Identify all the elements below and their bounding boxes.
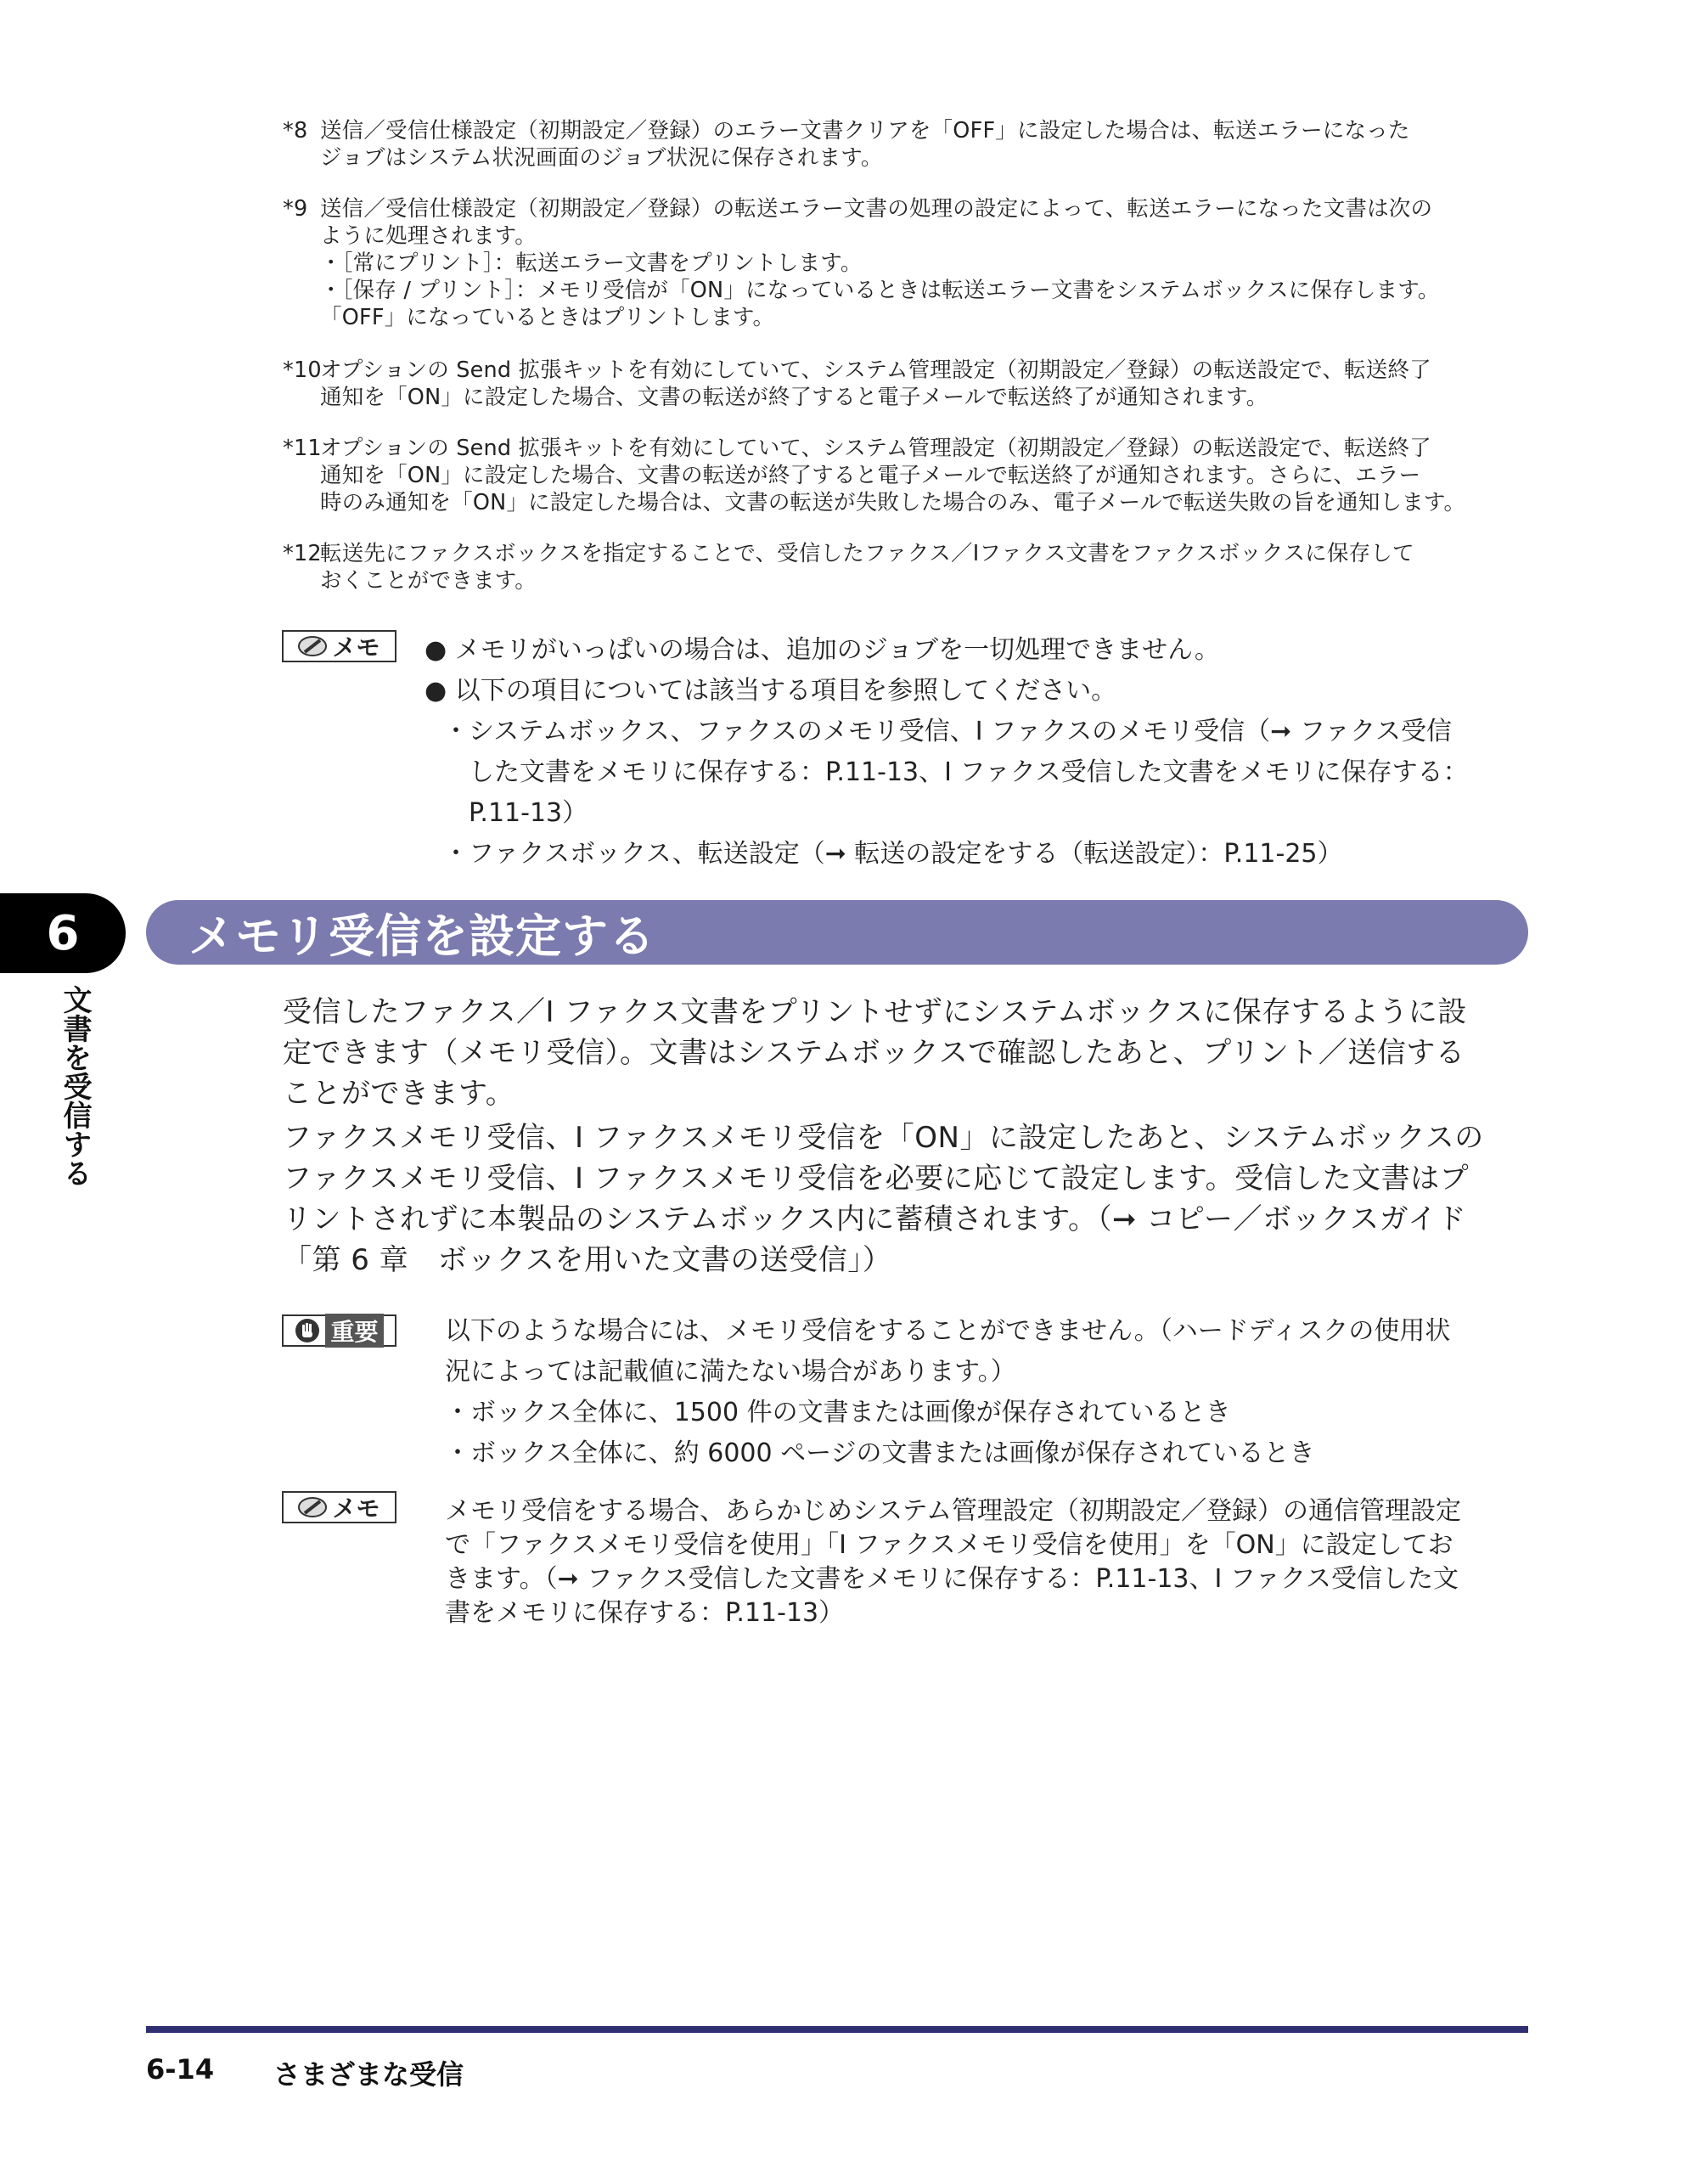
memo-line: ● メモリがいっぱいの場合は、追加のジョブを一切処理できません。 bbox=[424, 635, 1220, 665]
footnote-line: 時のみ通知を「ON」に設定した場合は、文書の転送が失敗した場合のみ、電子メールで転送失敗の旨を通知します。 bbox=[320, 490, 1466, 515]
chapter-tab bbox=[0, 893, 126, 973]
body-paragraph-1 bbox=[283, 992, 1524, 1114]
footnote-line: 通知を「ON」に設定した場合、文書の転送が終了すると電子メールで転送終了が通知されます。 bbox=[320, 385, 1268, 410]
memo-label: メモ bbox=[332, 1494, 380, 1523]
footnote-10 bbox=[283, 357, 1524, 411]
footnote-line: ジョブはシステム状況画面のジョブ状況に保存されます。 bbox=[320, 145, 883, 171]
footnote-line: 「OFF」になっているときはプリントします。 bbox=[320, 305, 775, 330]
body-paragraph-2 bbox=[283, 1117, 1524, 1281]
footnote-line: おくことができます。 bbox=[320, 568, 537, 594]
paragraph-line: 受信したファクス／I ファクス文書をプリントせずにシステムボックスに保存するように設 bbox=[283, 995, 1467, 1029]
memo-line: 書をメモリに保存する：P.11-13） bbox=[445, 1598, 845, 1628]
important-line: ・ボックス全体に、約 6000 ページの文書または画像が保存されているとき bbox=[445, 1438, 1315, 1468]
footnote-11 bbox=[283, 435, 1524, 516]
footnote-mark: *9 bbox=[283, 196, 308, 222]
footnote-mark: *11 bbox=[283, 436, 322, 461]
footnote-line: 送信／受信仕様設定（初期設定／登録）のエラー文書クリアを「OFF」に設定した場合は、転送エラーになった bbox=[320, 118, 1410, 144]
important-line: ・ボックス全体に、1500 件の文書または画像が保存されているとき bbox=[445, 1398, 1231, 1427]
memo-line: きます。（➞ ファクス受信した文書をメモリに保存する：P.11-13、I ファクス受信した文 bbox=[445, 1564, 1459, 1594]
paragraph-line: 「第 6 章 ボックスを用いた文書の送受信」） bbox=[283, 1243, 892, 1277]
memo-line: ● 以下の項目については該当する項目を参照してください。 bbox=[424, 676, 1117, 706]
important-text bbox=[445, 1311, 1527, 1474]
footnote-line: 送信／受信仕様設定（初期設定／登録）の転送エラー文書の処理の設定によって、転送エラーになった文書は次の bbox=[320, 196, 1433, 222]
pencil-icon bbox=[298, 1496, 327, 1518]
footnote-line: ・［保存 / プリント］：メモリ受信が「ON」になっているときは転送エラー文書をシステムボックスに保存します。 bbox=[320, 278, 1440, 303]
important-label: 重要 bbox=[325, 1314, 383, 1348]
footnote-line: ・［常にプリント］：転送エラー文書をプリントします。 bbox=[320, 250, 863, 276]
footnote-8 bbox=[283, 117, 1524, 172]
chapter-side-label: 文書を受信する bbox=[58, 985, 92, 1187]
memo-line: した文書をメモリに保存する：P.11-13、I ファクス受信した文書をメモリに保存する： bbox=[469, 757, 1469, 787]
footnote-line: オプションの Send 拡張キットを有効にしていて、システム管理設定（初期設定／登録）の転送設定で、転送終了 bbox=[320, 436, 1431, 461]
pencil-icon bbox=[298, 635, 327, 657]
memo-line: ・システムボックス、ファクスのメモリ受信、I ファクスのメモリ受信（➞ ファクス受信 bbox=[443, 717, 1452, 746]
footnote-mark: *8 bbox=[283, 118, 308, 144]
hand-stop-icon bbox=[295, 1318, 320, 1343]
memo-line: で「ファクスメモリ受信を使用」「I ファクスメモリ受信を使用」を「ON」に設定してお bbox=[445, 1530, 1453, 1560]
memo-line: メモリ受信をする場合、あらかじめシステム管理設定（初期設定／登録）の通信管理設定 bbox=[445, 1496, 1461, 1526]
footnote-9 bbox=[283, 195, 1524, 331]
paragraph-line: リントされずに本製品のシステムボックス内に蓄積されます。（➞ コピー／ボックスガイド bbox=[283, 1202, 1467, 1236]
footer-title: さまざまな受信 bbox=[273, 2058, 464, 2091]
memo-line: ・ファクスボックス、転送設定（➞ 転送の設定をする（転送設定）：P.11-25） bbox=[443, 839, 1343, 869]
footnote-line: 通知を「ON」に設定した場合、文書の転送が終了すると電子メールで転送終了が通知されます。さらに、エラー bbox=[320, 463, 1421, 488]
footnote-12 bbox=[283, 540, 1524, 594]
memo-badge bbox=[282, 1491, 396, 1523]
footnote-mark: *10 bbox=[283, 357, 322, 383]
paragraph-line: ファクスメモリ受信、I ファクスメモリ受信を必要に応じて設定します。受信した文書はプ bbox=[283, 1162, 1470, 1196]
memo-badge bbox=[282, 630, 396, 662]
footnote-line: 転送先にファクスボックスを指定することで、受信したファクス／Iファクス文書をファクスボックスに保存して bbox=[320, 541, 1414, 566]
paragraph-line: ファクスメモリ受信、I ファクスメモリ受信を「ON」に設定したあと、システムボックスの bbox=[283, 1121, 1484, 1155]
page-number: 6-14 bbox=[146, 2053, 215, 2085]
memo-label: メモ bbox=[332, 633, 380, 661]
paragraph-line: ことができます。 bbox=[283, 1077, 515, 1111]
footnote-mark: *12 bbox=[283, 541, 322, 566]
section-title: メモリ受信を設定する bbox=[188, 909, 655, 963]
footnote-line: ように処理されます。 bbox=[320, 223, 537, 249]
important-line: 況によっては記載値に満たない場合があります。） bbox=[445, 1357, 1016, 1387]
memo-line: P.11-13） bbox=[469, 798, 588, 828]
paragraph-line: 定できます（メモリ受信）。文書はシステムボックスで確認したあと、プリント／送信する bbox=[283, 1036, 1465, 1070]
memo-1-text bbox=[424, 630, 1527, 875]
memo-2-text bbox=[445, 1494, 1527, 1630]
footnote-line: オプションの Send 拡張キットを有効にしていて、システム管理設定（初期設定／登録）の転送設定で、転送終了 bbox=[320, 357, 1431, 383]
chapter-number: 6 bbox=[46, 905, 80, 961]
important-badge bbox=[282, 1314, 396, 1347]
important-line: 以下のような場合には、メモリ受信をすることができません。（ハードディスクの使用状 bbox=[445, 1316, 1451, 1346]
footer-rule bbox=[146, 2026, 1528, 2033]
